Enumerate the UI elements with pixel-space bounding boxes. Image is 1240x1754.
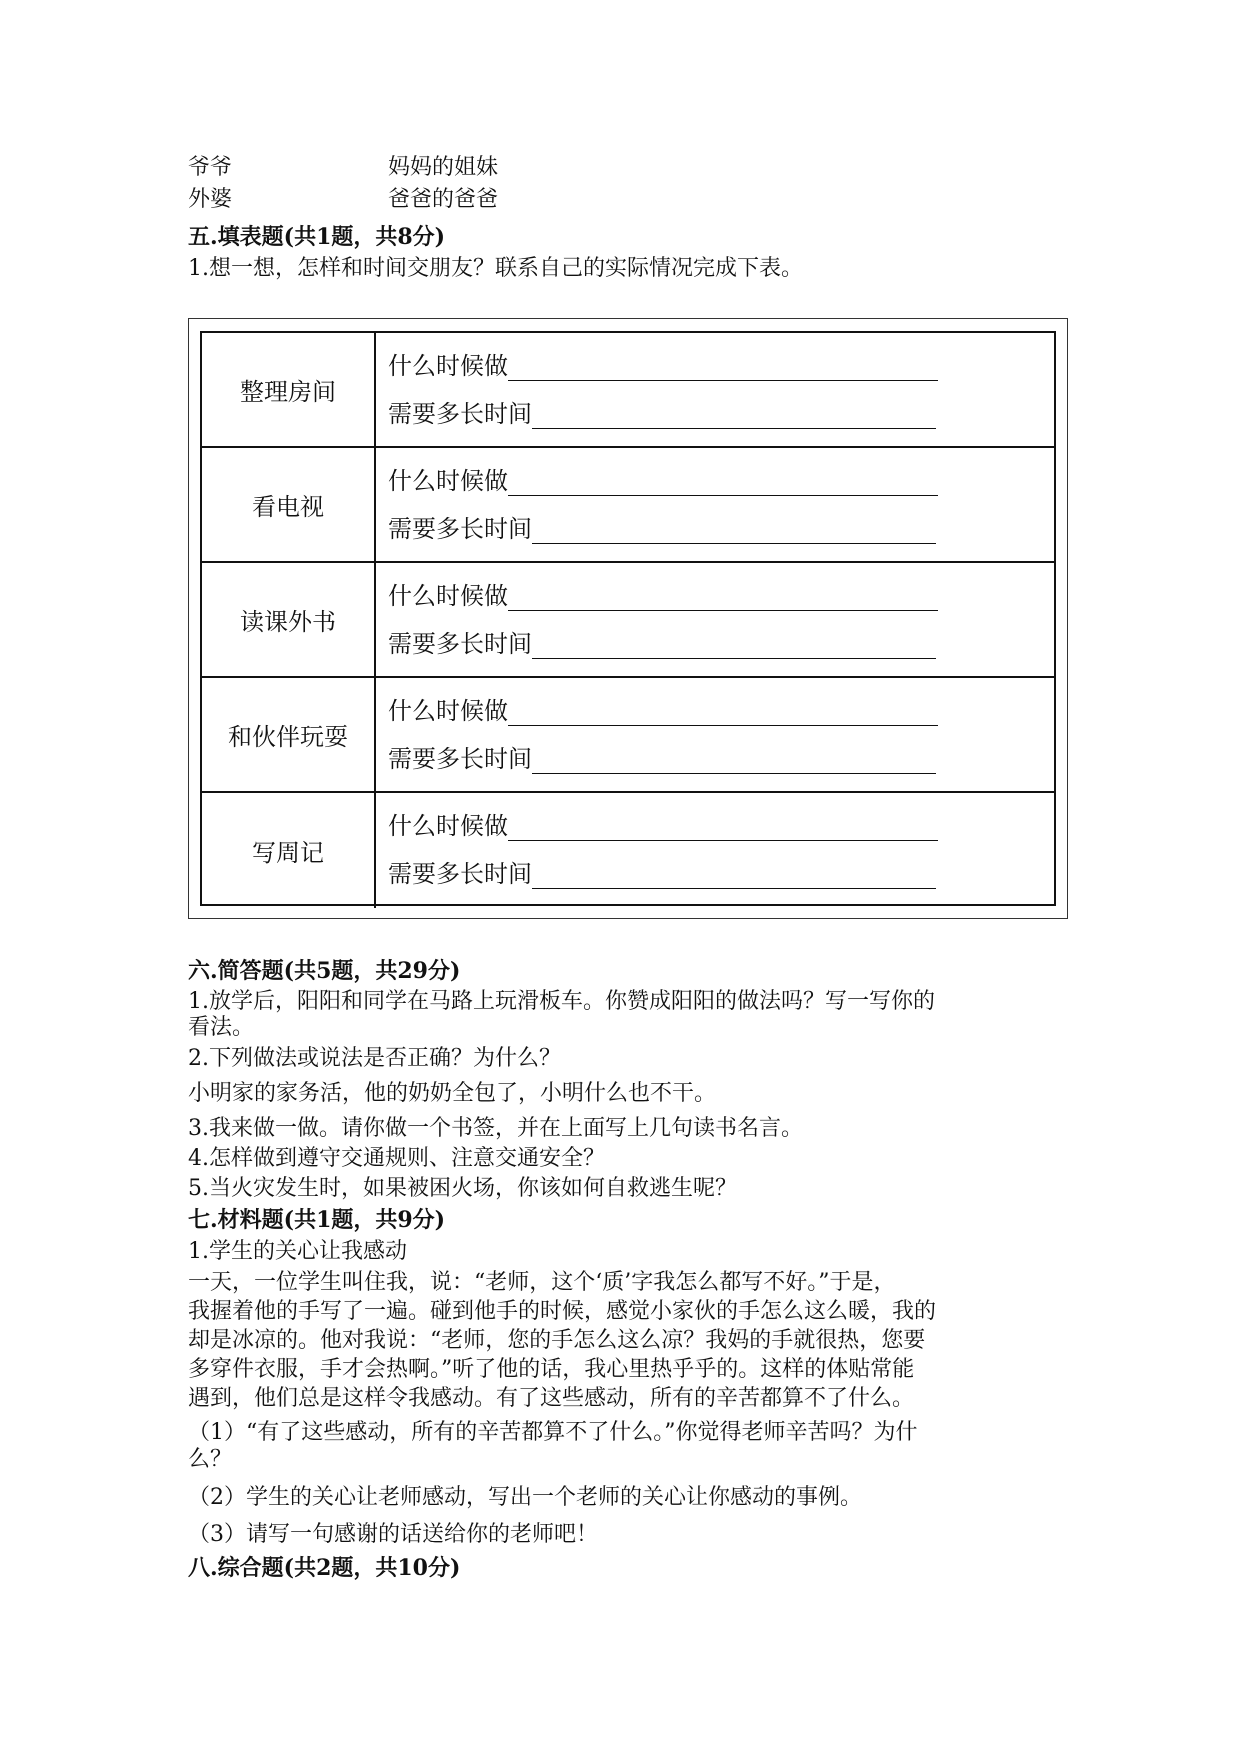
row-label: 读课外书 (202, 563, 376, 676)
section6-q3: 3.我来做一做。请你做一个书签，并在上面写上几句读书名言。 (188, 1116, 803, 1141)
answer-blank[interactable] (508, 699, 938, 726)
answer-blank[interactable] (532, 402, 936, 429)
section6-q2: 2.下列做法或说法是否正确？为什么？ (188, 1046, 561, 1071)
section6-heading: 六.简答题(共5题，共29分) (188, 958, 461, 984)
section8-heading: 八.综合题(共2题，共10分) (188, 1555, 461, 1581)
table-row (202, 333, 1054, 448)
field-duration[interactable]: 需要多长时间 (388, 859, 936, 889)
field-when[interactable]: 什么时候做 (388, 581, 938, 611)
answer-blank[interactable] (532, 747, 936, 774)
time-table (188, 318, 1068, 919)
field-duration[interactable]: 需要多长时间 (388, 399, 936, 429)
section7-para-line2: 我握着他的手写了一遍。碰到他手的时候，感觉小家伙的手怎么这么暖，我的 (188, 1299, 937, 1324)
section7-para-line4: 多穿件衣服，手才会热啊。”听了他的话，我心里热乎乎的。这样的体贴常能 (188, 1357, 915, 1382)
section6-q5: 5.当火灾发生时，如果被困火场，你该如何自救逃生呢？ (188, 1176, 737, 1201)
table-row (202, 563, 1054, 678)
row-label: 写周记 (202, 793, 376, 908)
field-duration[interactable]: 需要多长时间 (388, 744, 936, 774)
field-duration[interactable]: 需要多长时间 (388, 629, 936, 659)
answer-blank[interactable] (532, 632, 936, 659)
section7-sub1-line1: （1）“有了这些感动，所有的辛苦都算不了什么。”你觉得老师辛苦吗？为什 (188, 1420, 918, 1445)
field-when[interactable]: 什么时候做 (388, 351, 938, 381)
table-row (202, 793, 1054, 908)
field-duration[interactable]: 需要多长时间 (388, 514, 936, 544)
match-left-2: 外婆 (188, 187, 233, 212)
field-when[interactable]: 什么时候做 (388, 466, 938, 496)
row-label: 和伙伴玩耍 (202, 678, 376, 791)
field-when[interactable]: 什么时候做 (388, 811, 938, 841)
match-left-1: 爷爷 (188, 155, 233, 180)
field-when[interactable]: 什么时候做 (388, 696, 938, 726)
section7-sub3: （3）请写一句感谢的话送给你的老师吧！ (188, 1522, 598, 1547)
section7-sub1-line2: 么？ (188, 1447, 233, 1472)
section6-q1-line1: 1.放学后，阳阳和同学在马路上玩滑板车。你赞成阳阳的做法吗？写一写你的 (188, 989, 935, 1014)
answer-blank[interactable] (508, 584, 938, 611)
section7-para-line5: 遇到，他们总是这样令我感动。有了这些感动，所有的辛苦都算不了什么。 (188, 1386, 915, 1411)
match-right-2: 爸爸的爸爸 (388, 187, 499, 212)
row-label: 看电视 (202, 448, 376, 561)
answer-blank[interactable] (508, 469, 938, 496)
section5-heading: 五.填表题(共1题，共8分) (188, 224, 446, 250)
answer-blank[interactable] (532, 517, 936, 544)
section5-question: 1.想一想，怎样和时间交朋友？联系自己的实际情况完成下表。 (188, 256, 803, 281)
section6-q2-statement: 小明家的家务活，他的奶奶全包了，小明什么也不干。 (188, 1081, 717, 1106)
answer-blank[interactable] (508, 354, 938, 381)
table-row (202, 678, 1054, 793)
table-row (202, 448, 1054, 563)
row-label: 整理房间 (202, 333, 376, 446)
answer-blank[interactable] (532, 862, 936, 889)
section6-q1-line2: 看法。 (188, 1015, 255, 1040)
time-table-grid (200, 331, 1056, 906)
answer-blank[interactable] (508, 814, 938, 841)
section6-q4: 4.怎样做到遵守交通规则、注意交通安全？ (188, 1146, 605, 1171)
section7-para-line1: 一天，一位学生叫住我，说：“老师，这个‘质’字我怎么都写不好。”于是， (188, 1270, 896, 1295)
section7-heading: 七.材料题(共1题，共9分) (188, 1207, 446, 1233)
section7-sub2: （2）学生的关心让老师感动，写出一个老师的关心让你感动的事例。 (188, 1485, 862, 1510)
section7-title: 1.学生的关心让我感动 (188, 1239, 407, 1264)
section7-para-line3: 却是冰凉的。他对我说：“老师，您的手怎么这么凉？我妈的手就很热，您要 (188, 1328, 926, 1353)
match-right-1: 妈妈的姐妹 (388, 155, 499, 180)
